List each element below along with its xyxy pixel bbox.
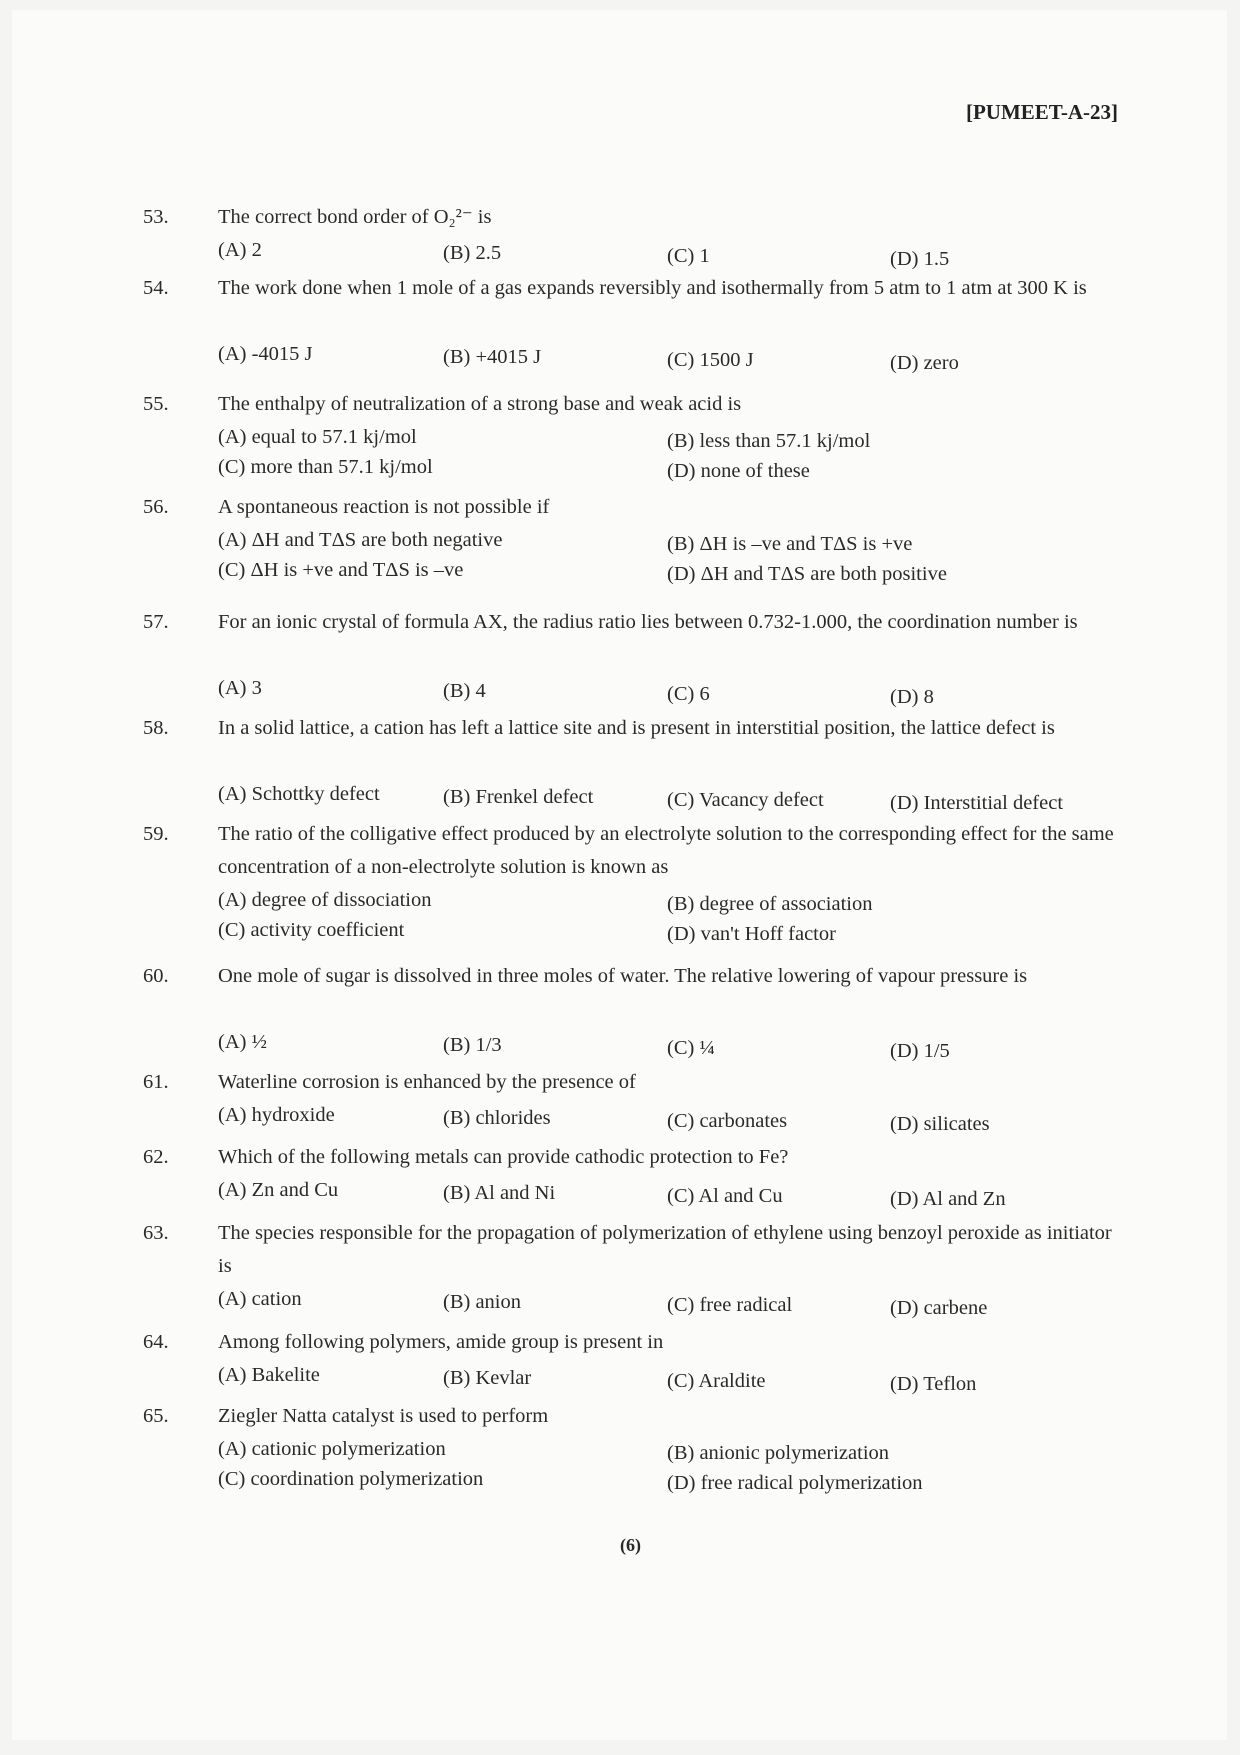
question-number: 57. — [143, 611, 169, 633]
option-a: (A) 2 — [218, 239, 262, 261]
question-number: 56. — [143, 496, 169, 518]
option-a: (A) degree of dissociation — [218, 889, 432, 911]
option-c: (C) 1 — [667, 245, 710, 267]
option-c: (C) 1500 J — [667, 349, 754, 371]
option-c: (C) Vacancy defect — [667, 789, 824, 811]
option-a: (A) -4015 J — [218, 343, 313, 365]
question-stem: Among following polymers, amide group is present in — [218, 1331, 664, 1353]
option-b: (B) +4015 J — [443, 346, 542, 368]
option-d: (D) 1.5 — [890, 248, 950, 270]
option-c: (C) Araldite — [667, 1370, 766, 1392]
option-d: (D) Al and Zn — [890, 1188, 1006, 1210]
option-c: (C) ¼ — [667, 1037, 715, 1059]
page-number: (6) — [620, 1535, 641, 1555]
option-a: (A) 3 — [218, 677, 262, 699]
option-d: (D) Teflon — [890, 1373, 977, 1395]
option-c: (C) Al and Cu — [667, 1185, 783, 1207]
option-b: (B) Kevlar — [443, 1367, 532, 1389]
option-c: (C) more than 57.1 kj/mol — [218, 456, 433, 478]
option-d: (D) van't Hoff factor — [667, 923, 836, 945]
option-b: (B) anion — [443, 1291, 521, 1313]
option-d: (D) 1/5 — [890, 1040, 950, 1062]
question-stem: In a solid lattice, a cation has left a lattice site and is present in interstitial position, the lattice defect is — [218, 717, 1055, 739]
question-stem: The ratio of the colligative effect produced by an electrolyte solution to the corresponding effect for the same concentration of a non-electrolyte solution is known as — [218, 823, 1114, 878]
question-number: 65. — [143, 1405, 169, 1427]
option-b: (B) 4 — [443, 680, 486, 702]
option-c: (C) activity coefficient — [218, 919, 405, 941]
question-stem: One mole of sugar is dissolved in three moles of water. The relative lowering of vapour pressure is — [218, 965, 1028, 987]
option-c: (C) ΔH is +ve and TΔS is –ve — [218, 559, 464, 581]
question-stem: For an ionic crystal of formula AX, the radius ratio lies between 0.732-1.000, the coordination number is — [218, 611, 1078, 633]
option-c: (C) carbonates — [667, 1110, 788, 1132]
option-d: (D) ΔH and TΔS are both positive — [667, 563, 947, 585]
option-b: (B) Frenkel defect — [443, 786, 594, 808]
option-a: (A) cationic polymerization — [218, 1438, 446, 1460]
option-a: (A) ½ — [218, 1031, 267, 1053]
question-number: 55. — [143, 393, 169, 415]
option-c: (C) free radical — [667, 1294, 793, 1316]
option-a: (A) Schottky defect — [218, 783, 380, 805]
question-number: 58. — [143, 717, 169, 739]
option-c: (C) coordination polymerization — [218, 1468, 484, 1490]
question-stem: The enthalpy of neutralization of a strong base and weak acid is — [218, 393, 742, 415]
option-b: (B) degree of association — [667, 893, 873, 915]
option-b: (B) anionic polymerization — [667, 1442, 890, 1464]
option-d: (D) zero — [890, 352, 959, 374]
option-a: (A) Bakelite — [218, 1364, 320, 1386]
question-stem: The species responsible for the propagation of polymerization of ethylene using benzoyl peroxide as initiator is — [218, 1222, 1112, 1277]
question-stem: The correct bond order of O₂²⁻ is — [218, 206, 492, 228]
option-a: (A) ΔH and TΔS are both negative — [218, 529, 503, 551]
question-number: 63. — [143, 1222, 169, 1244]
option-a: (A) hydroxide — [218, 1104, 335, 1126]
question-stem: Ziegler Natta catalyst is used to perform — [218, 1405, 549, 1427]
option-a: (A) equal to 57.1 kj/mol — [218, 426, 417, 448]
question-number: 54. — [143, 277, 169, 299]
option-b: (B) chlorides — [443, 1107, 551, 1129]
paper-code: [PUMEET-A-23] — [965, 100, 1118, 124]
question-number: 60. — [143, 965, 169, 987]
option-d: (D) 8 — [890, 686, 934, 708]
question-stem: Waterline corrosion is enhanced by the presence of — [218, 1071, 636, 1093]
question-stem: A spontaneous reaction is not possible if — [218, 496, 550, 518]
question-stem: Which of the following metals can provide cathodic protection to Fe? — [218, 1146, 789, 1168]
option-d: (D) carbene — [890, 1297, 988, 1319]
question-number: 61. — [143, 1071, 169, 1093]
option-b: (B) ΔH is –ve and TΔS is +ve — [667, 533, 913, 555]
question-stem: The work done when 1 mole of a gas expands reversibly and isothermally from 5 atm to 1 atm at 300 K is — [218, 277, 1087, 299]
option-b: (B) 1/3 — [443, 1034, 502, 1056]
option-a: (A) Zn and Cu — [218, 1179, 339, 1201]
option-b: (B) 2.5 — [443, 242, 502, 264]
option-b: (B) less than 57.1 kj/mol — [667, 430, 871, 452]
option-d: (D) free radical polymerization — [667, 1472, 923, 1494]
option-b: (B) Al and Ni — [443, 1182, 556, 1204]
option-d: (D) silicates — [890, 1113, 990, 1135]
question-number: 62. — [143, 1146, 169, 1168]
option-d: (D) none of these — [667, 460, 810, 482]
question-number: 53. — [143, 206, 169, 228]
question-number: 59. — [143, 823, 169, 845]
option-c: (C) 6 — [667, 683, 710, 705]
option-d: (D) Interstitial defect — [890, 792, 1064, 814]
question-number: 64. — [143, 1331, 169, 1353]
option-a: (A) cation — [218, 1288, 302, 1310]
